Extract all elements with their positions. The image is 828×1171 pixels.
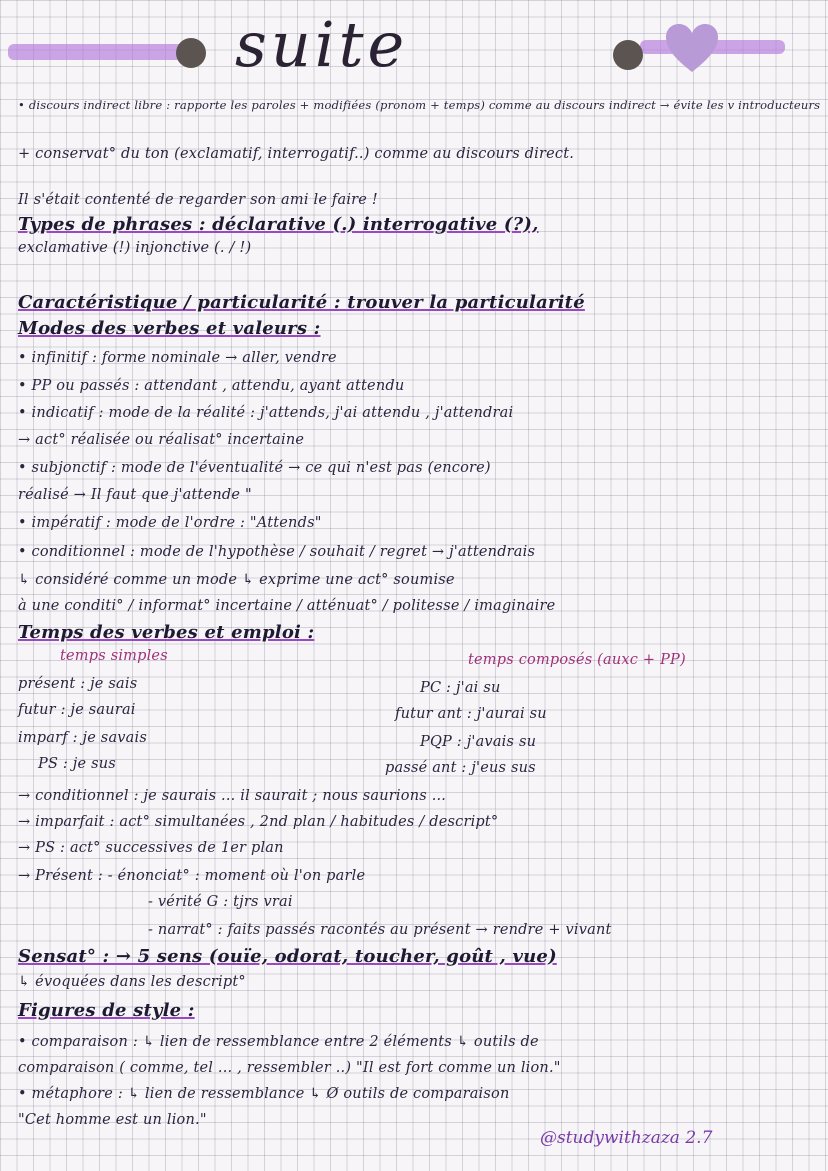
text-line: réalisé → Il faut que j'attende " [18,487,252,503]
heart-icon [664,22,720,74]
text-line: → PS : act° successives de 1er plan [18,840,284,856]
binder-hole-right [613,40,643,70]
text-line: futur : je saurai [18,702,136,718]
text-line: • PP ou passés : attendant , attendu, ayant attendu [18,378,405,394]
text-line: • discours indirect libre : rapporte les paroles + modifiées (pronom + temps) comme au discours indirect → évite les v introducteurs [18,98,821,112]
text-line: présent : je sais [18,676,138,692]
text-line: Il s'était contenté de regarder son ami le faire ! [18,192,378,208]
highlighter-band-left [8,44,186,60]
text-line: • infinitif : forme nominale → aller, vendre [18,350,337,366]
text-line: PC : j'ai su [420,680,501,696]
author-signature: @studywithzaza 2.7 [540,1128,713,1148]
text-line: - vérité G : tjrs vrai [148,894,293,910]
text-line: ↳ considéré comme un mode ↳ exprime une act° soumise [18,572,455,588]
text-line: futur ant : j'aurai su [395,706,547,722]
text-line: • indicatif : mode de la réalité : j'attends, j'ai attendu , j'attendrai [18,405,514,421]
heading-figures: Figures de style : [18,1000,195,1021]
text-line: • impératif : mode de l'ordre : "Attends" [18,515,322,531]
text-line: • métaphore : ↳ lien de ressemblance ↳ Ø outils de comparaison [18,1086,510,1102]
text-line: imparf : je savais [18,730,148,746]
text-line: comparaison ( comme, tel ... , ressembler ..) "Il est fort comme un lion." [18,1060,561,1076]
heading-temps: Temps des verbes et emploi : [18,622,315,643]
page-title: suite [235,8,409,81]
text-line: → act° réalisée ou réalisat° incertaine [18,432,305,448]
text-line: passé ant : j'eus sus [385,760,536,776]
heading-modes: Modes des verbes et valeurs : [18,318,321,339]
text-line: • subjonctif : mode de l'éventualité → ce qui n'est pas (encore) [18,460,491,476]
text-line: à une conditi° / informat° incertaine / atténuat° / politesse / imaginaire [18,598,556,614]
text-line: → Présent : - énonciat° : moment où l'on parle [18,868,366,884]
binder-hole-left [176,38,206,68]
text-line: - narrat° : faits passés racontés au présent → rendre + vivant [148,922,612,938]
text-line: → imparfait : act° simultanées , 2nd plan / habitudes / descript° [18,814,499,830]
heading-caracteristique: Caractéristique / particularité : trouver la particularité [18,292,585,313]
text-line: exclamative (!) injonctive (. / !) [18,240,252,256]
text-line: temps composés (auxc + PP) [468,652,686,668]
text-line: "Cet homme est un lion." [18,1112,207,1128]
text-line: → conditionnel : je saurais ... il saurait ; nous saurions ... [18,788,447,804]
heading-sensat: Sensat° : → 5 sens (ouïe, odorat, toucher, goût , vue) [18,946,557,967]
text-line: • conditionnel : mode de l'hypothèse / souhait / regret → j'attendrais [18,544,536,560]
text-line: • comparaison : ↳ lien de ressemblance entre 2 éléments ↳ outils de [18,1034,539,1050]
text-line: + conservat° du ton (exclamatif, interrogatif..) comme au discours direct. [18,146,575,162]
text-line: ↳ évoquées dans les descript° [18,974,246,990]
text-line: PQP : j'avais su [420,734,537,750]
text-line: temps simples [60,648,168,664]
heading-types-phrases: Types de phrases : déclarative (.) interrogative (?), [18,214,539,235]
text-line: PS : je sus [38,756,116,772]
